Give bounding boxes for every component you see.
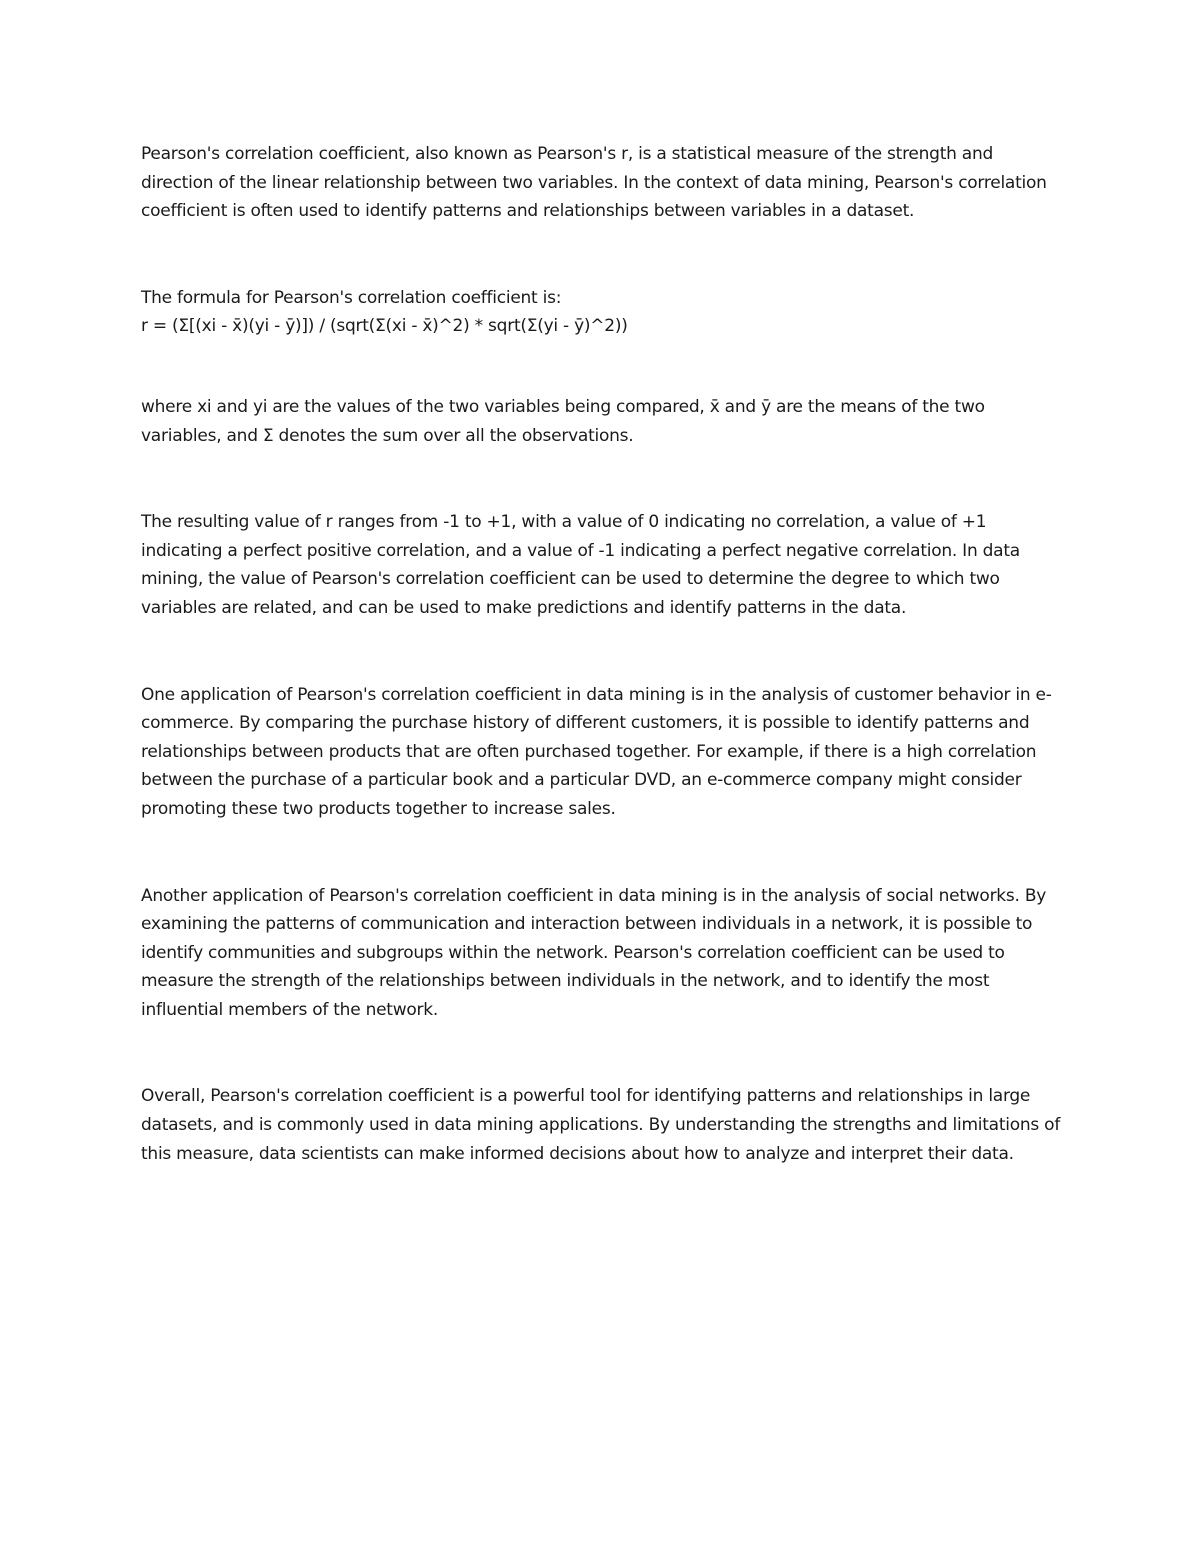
paragraph-overall: Overall, Pearson's correlation coefficient is a powerful tool for identifying patterns and relationships in large datasets, and is commonly used in data mining applications. By understanding the strengths and limitations of this measure, data scientists can make informed decisions about how to analyze and interpret their data. bbox=[141, 1086, 1061, 1164]
paragraph-social-networks: Another application of Pearson's correlation coefficient in data mining is in the analysis of social networks. By examining the patterns of communication and interaction between individuals in a network, it is possible to identify communities and subgroups within the network. Pearson's correlation coefficient can be used to measure the strength of the relationships between individuals in the network, and to identify the most influential members of the network. bbox=[141, 885, 1047, 1020]
paragraph-formula-explanation: where xi and yi are the values of the two variables being compared, x̄ and ȳ are the means of the two variables, and Σ denotes the sum over all the observations. bbox=[141, 396, 985, 446]
paragraph-intro: Pearson's correlation coefficient, also known as Pearson's r, is a statistical measure of the strength and direction of the linear relationship between two variables. In the context of data mining, Pearson's correlation coefficient is often used to identify patterns and relationships between variables in a dataset. bbox=[141, 144, 1047, 222]
formula: r = (Σ[(xi - x̄)(yi - ȳ)]) / (sqrt(Σ(xi - x̄)^2) * sqrt(Σ(yi - ȳ)^2)) bbox=[141, 316, 628, 337]
paragraph-ecommerce: One application of Pearson's correlation coefficient in data mining is in the analysis of customer behavior in e-commerce. By comparing the purchase history of different customers, it is possible to identify patterns and relationships between products that are often purchased together. For example, if there is a high correlation between the purchase of a particular book and a particular DVD, an e-commerce company might consider promoting these two products together to increase sales. bbox=[141, 684, 1052, 819]
paragraph-range: The resulting value of r ranges from -1 to +1, with a value of 0 indicating no correlation, a value of +1 indicating a perfect positive correlation, and a value of -1 indicating a perfect negative correlation. In data mining, the value of Pearson's correlation coefficient can be used to determine the degree to which two variables are related, and can be used to make predictions and identify patterns in the data. bbox=[141, 512, 1020, 618]
document-body bbox=[141, 140, 1066, 1168]
paragraph-formula-intro: The formula for Pearson's correlation coefficient is: bbox=[141, 287, 562, 308]
